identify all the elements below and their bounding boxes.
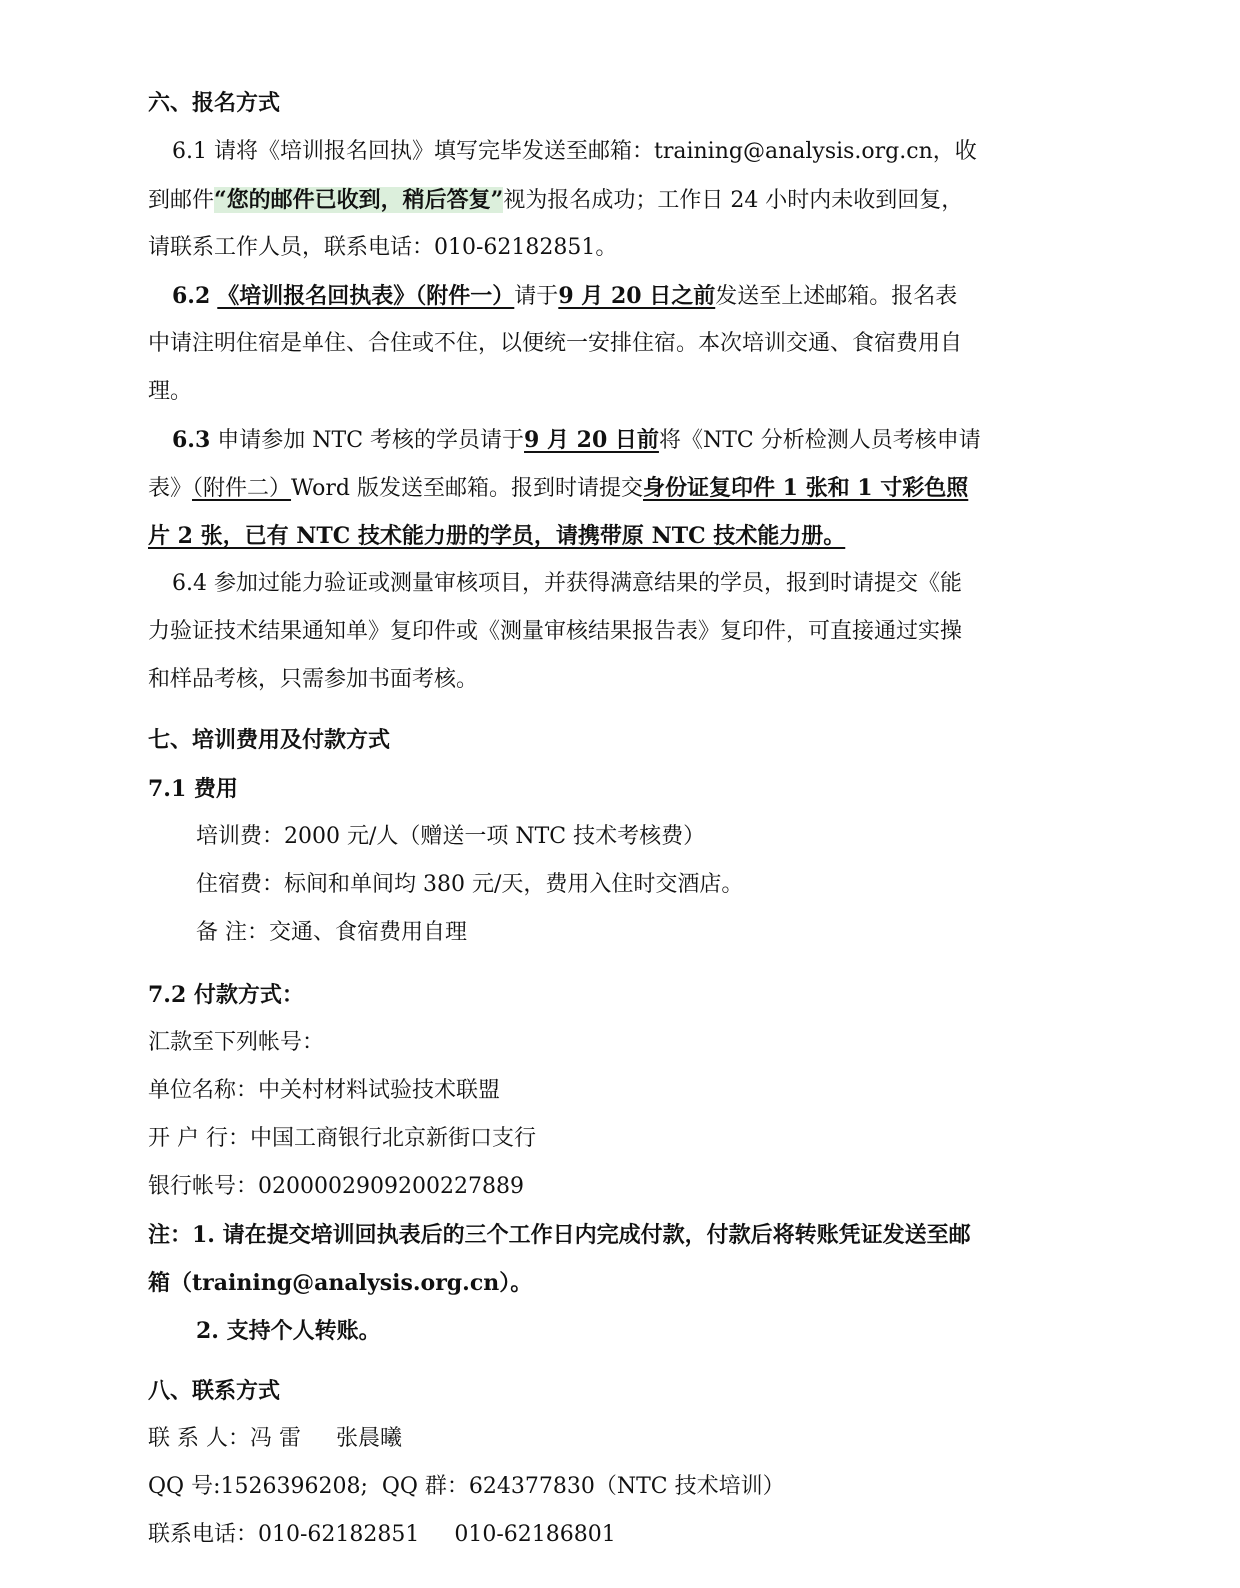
para-6-4-line2: 力验证技术结果通知单》复印件或《测量审核结果报告表》复印件，可直接通过实操 bbox=[148, 619, 963, 644]
required-docs: 身份证复印件 1 张和 1 寸彩色照 bbox=[643, 475, 969, 501]
para-number: 6.2 bbox=[172, 283, 211, 309]
fee-note: 备 注：交通、食宿费用自理 bbox=[196, 920, 467, 945]
attachment-1-ref: 《培训报名回执表》（附件一） bbox=[217, 283, 515, 309]
highlighted-reply: “您的邮件已收到，稍后答复” bbox=[214, 187, 504, 213]
para-6-2-line3: 理。 bbox=[148, 379, 193, 404]
para-number: 6.3 bbox=[172, 427, 211, 453]
para-6-3-line3: 片 2 张，已有 NTC 技术能力册的学员，请携带原 NTC 技术能力册。 bbox=[148, 523, 846, 549]
contact-phone: 联系电话：010-62182851 010-62186801 bbox=[148, 1522, 616, 1547]
text: 申请参加 NTC 考核的学员请于 bbox=[217, 428, 525, 453]
remit-intro: 汇款至下列帐号： bbox=[148, 1030, 325, 1055]
account-number: 银行帐号：0200002909200227889 bbox=[148, 1174, 524, 1199]
para-6-3-line1 bbox=[172, 425, 981, 456]
note-2: 2. 支持个人转账。 bbox=[196, 1318, 381, 1344]
para-6-4-line3: 和样品考核，只需参加书面考核。 bbox=[148, 667, 479, 692]
section-8-title: 八、联系方式 bbox=[148, 1378, 281, 1404]
text: Word 版发送至邮箱。报到时请提交 bbox=[291, 476, 643, 501]
note-1-line1: 注：1. 请在提交培训回执表后的三个工作日内完成付款，付款后将转账凭证发送至邮 bbox=[148, 1222, 971, 1248]
text: 请于 bbox=[514, 284, 559, 309]
para-6-4-line1: 6.4 参加过能力验证或测量审核项目，并获得满意结果的学员，报到时请提交《能 bbox=[172, 571, 962, 596]
section-7-1-title: 7.1 费用 bbox=[148, 776, 238, 802]
text: 视为报名成功；工作日 24 小时内未收到回复， bbox=[503, 188, 964, 213]
para-6-2-line2: 中请注明住宿是单住、合住或不住，以便统一安排住宿。本次培训交通、食宿费用自 bbox=[148, 331, 963, 356]
deadline: 9 月 20 日之前 bbox=[558, 283, 716, 309]
fee-lodging: 住宿费：标间和单间均 380 元/天，费用入住时交酒店。 bbox=[196, 872, 744, 897]
text: 将《NTC 分析检测人员考核申请 bbox=[658, 428, 981, 453]
text: 到邮件 bbox=[148, 188, 215, 213]
attachment-2-ref: （附件二） bbox=[192, 476, 292, 501]
para-6-3-line2 bbox=[148, 473, 968, 504]
text: 发送至上述邮箱。报名表 bbox=[715, 284, 958, 309]
para-6-2-line1 bbox=[172, 281, 957, 312]
section-7-2-title: 7.2 付款方式： bbox=[148, 982, 304, 1008]
para-6-1-line1: 6.1 请将《培训报名回执》填写完毕发送至邮箱：training@analysis.org.cn，收 bbox=[172, 139, 977, 164]
account-bank: 开 户 行：中国工商银行北京新街口支行 bbox=[148, 1126, 536, 1151]
para-6-1-line2 bbox=[148, 185, 963, 216]
fee-training: 培训费：2000 元/人（赠送一项 NTC 技术考核费） bbox=[196, 824, 706, 849]
note-1-line2: 箱（training@analysis.org.cn）。 bbox=[148, 1270, 533, 1296]
deadline: 9 月 20 日前 bbox=[524, 427, 659, 453]
para-6-1-line3: 请联系工作人员，联系电话：010-62182851。 bbox=[148, 235, 618, 260]
section-7-title: 七、培训费用及付款方式 bbox=[148, 727, 391, 753]
section-6-title: 六、报名方式 bbox=[148, 90, 281, 116]
contact-qq: QQ 号:1526396208; QQ 群：624377830（NTC 技术培训） bbox=[148, 1474, 785, 1499]
account-unit: 单位名称：中关村材料试验技术联盟 bbox=[148, 1078, 501, 1103]
contact-persons: 联 系 人：冯 雷 张晨曦 bbox=[148, 1426, 402, 1451]
text: 表》 bbox=[148, 476, 193, 501]
